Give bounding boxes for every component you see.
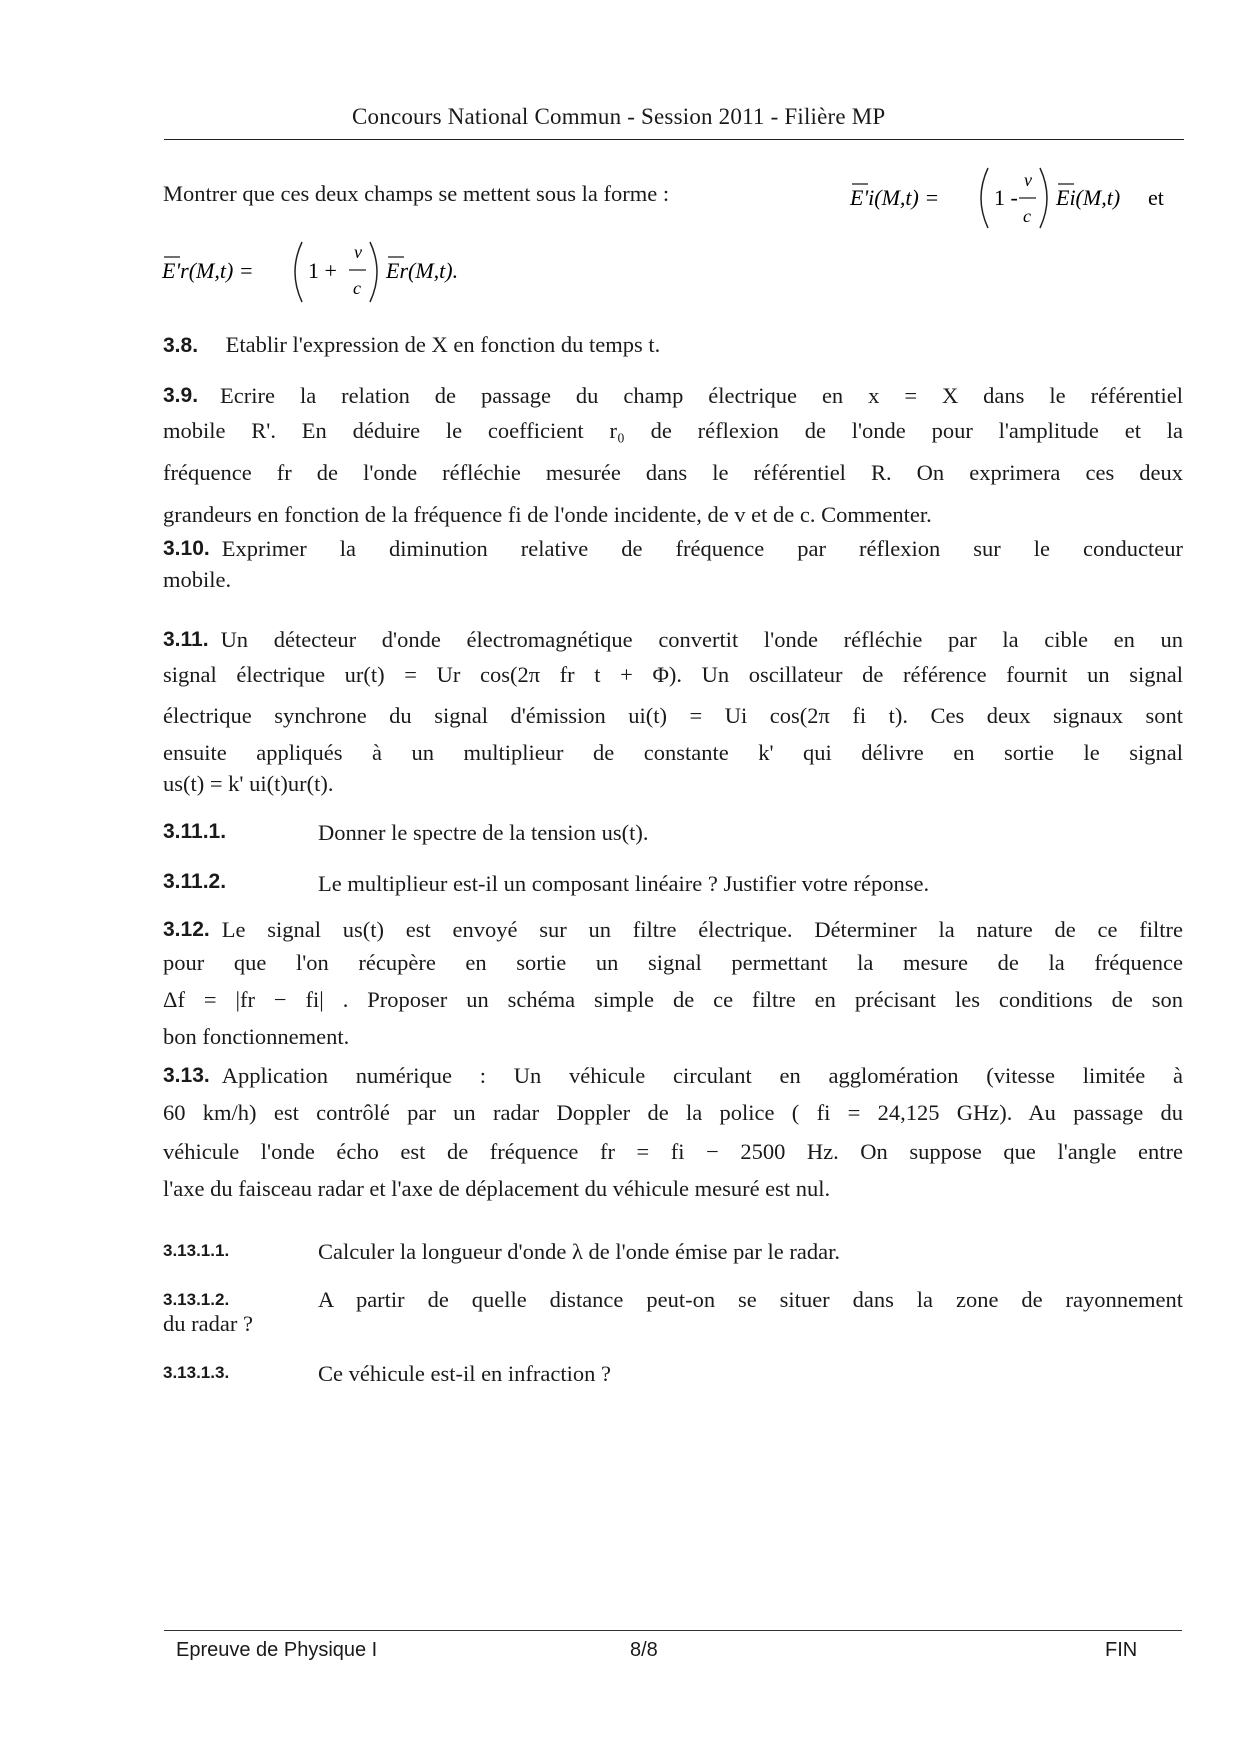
eq1-den: c: [1023, 206, 1031, 226]
eq2-right-paren: [370, 242, 377, 302]
question-line: mobile R'. En déduire le coefficient r₀ de réflexion de l'onde pour l'amplitude et la: [163, 418, 1183, 443]
intro-text: Montrer que ces deux champs se mettent sous la forme :: [163, 181, 670, 206]
eq1-conj: et: [1148, 185, 1164, 210]
question-3-12: [163, 913, 1183, 1053]
eq2-num: v: [354, 242, 362, 262]
question-number-3-13-1-3: 3.13.1.3.: [163, 1363, 230, 1382]
question-3-11-2-text: Le multiplieur est-il un composant linéaire ? Justifier votre réponse.: [318, 871, 930, 896]
equation-e-prime-r: [158, 238, 518, 316]
question-line: mobile.: [163, 567, 232, 592]
question-3-13-1-2-line2: du radar ?: [163, 1311, 253, 1336]
question-number: 3.12.: [163, 918, 210, 941]
question-line: Δf = |fr − fi| . Proposer un schéma simple de ce filtre en précisant les conditions de son: [163, 987, 1183, 1012]
eq2-den: c: [353, 278, 361, 298]
question-line: Ecrire la relation de passage du champ électrique en x = X dans le référentiel: [220, 383, 1183, 408]
question-line: électrique synchrone du signal d'émission ui(t) = Ui cos(2π fi t). Ces deux signaux sont: [163, 703, 1183, 728]
question-line: bon fonctionnement.: [163, 1024, 350, 1049]
eq2-lhs: E'r(M,t) =: [162, 258, 254, 283]
question-number: 3.9.: [163, 384, 199, 407]
question-number: 3.10.: [163, 537, 210, 560]
question-3-13: [163, 1058, 1183, 1206]
question-line: ensuite appliqués à un multiplieur de constante k' qui délivre en sortie le signal: [163, 740, 1183, 765]
eq1-one-minus: 1 -: [994, 185, 1018, 210]
question-number: 3.11.: [163, 628, 209, 651]
question-number: 3.8.: [163, 334, 199, 357]
eq2-one-plus: 1 +: [308, 258, 337, 283]
question-3-13-1-2-line1: A partir de quelle distance peut-on se situer dans la zone de rayonnement: [318, 1287, 1183, 1312]
question-number-3-13-1-1: 3.13.1.1.: [163, 1241, 230, 1260]
question-line: Exprimer la diminution relative de fréquence par réflexion sur le conducteur: [221, 536, 1183, 561]
question-line: l'axe du faisceau radar et l'axe de déplacement du véhicule mesuré est nul.: [163, 1176, 831, 1201]
eq1-left-paren: [981, 168, 988, 228]
question-number: 3.13.: [163, 1064, 210, 1087]
footer-page-number: 8/8: [630, 1639, 658, 1661]
footer-rule: [164, 1630, 1182, 1631]
question-line: Un détecteur d'onde électromagnétique convertit l'onde réfléchie par la cible en un: [220, 627, 1183, 652]
page-header: Concours National Commun - Session 2011 - Filière MP: [352, 104, 886, 129]
eq1-num: v: [1024, 170, 1032, 190]
footer-left: Epreuve de Physique I: [176, 1639, 378, 1661]
question-number-3-11-2: 3.11.2.: [163, 870, 227, 893]
question-line: signal électrique ur(t) = Ur cos(2π fr t + Φ). Un oscillateur de référence fournit un signal: [163, 662, 1183, 687]
question-line: Application numérique : Un véhicule circulant en agglomération (vitesse limitée à: [221, 1063, 1183, 1088]
question-number-3-11-1: 3.11.1.: [163, 820, 227, 843]
question-line: us(t) = k' ui(t)ur(t).: [163, 771, 334, 796]
eq1-right-paren: [1040, 168, 1047, 228]
question-3-8: [163, 327, 1183, 363]
question-3-10: [163, 533, 1183, 595]
eq2-rhs: Er(M,t).: [386, 258, 459, 283]
question-3-11-1-text: Donner le spectre de la tension us(t).: [318, 820, 649, 845]
question-3-9: [163, 378, 1183, 532]
footer-right: FIN: [1105, 1639, 1138, 1661]
question-3-11: [163, 622, 1183, 798]
question-line: Le signal us(t) est envoyé sur un filtre électrique. Déterminer la nature de ce filtre: [221, 917, 1183, 942]
question-line: pour que l'on récupère en sortie un signal permettant la mesure de la fréquence: [163, 950, 1183, 975]
question-text: Etablir l'expression de X en fonction du temps t.: [225, 332, 661, 357]
eq2-left-paren: [295, 242, 302, 302]
equation-e-prime-i: [840, 158, 1190, 236]
header-rule: [164, 139, 1184, 140]
question-line: véhicule l'onde écho est de fréquence fr = fi − 2500 Hz. On suppose que l'angle entre: [163, 1139, 1183, 1164]
question-number-3-13-1-2: 3.13.1.2.: [163, 1290, 230, 1309]
question-3-13-1-1-text: Calculer la longueur d'onde λ de l'onde émise par le radar.: [318, 1239, 840, 1264]
question-line: grandeurs en fonction de la fréquence fi de l'onde incidente, de v et de c. Commenter.: [163, 502, 932, 527]
question-line: 60 km/h) est contrôlé par un radar Doppler de la police ( fi = 24,125 GHz). Au passage du: [163, 1100, 1183, 1125]
question-line: fréquence fr de l'onde réfléchie mesurée dans le référentiel R. On exprimera ces deux: [163, 460, 1183, 485]
question-3-13-1-3-text: Ce véhicule est-il en infraction ?: [318, 1361, 612, 1386]
eq1-rhs: Ei(M,t): [1056, 185, 1121, 210]
eq1-lhs: E'i(M,t) =: [850, 185, 940, 210]
